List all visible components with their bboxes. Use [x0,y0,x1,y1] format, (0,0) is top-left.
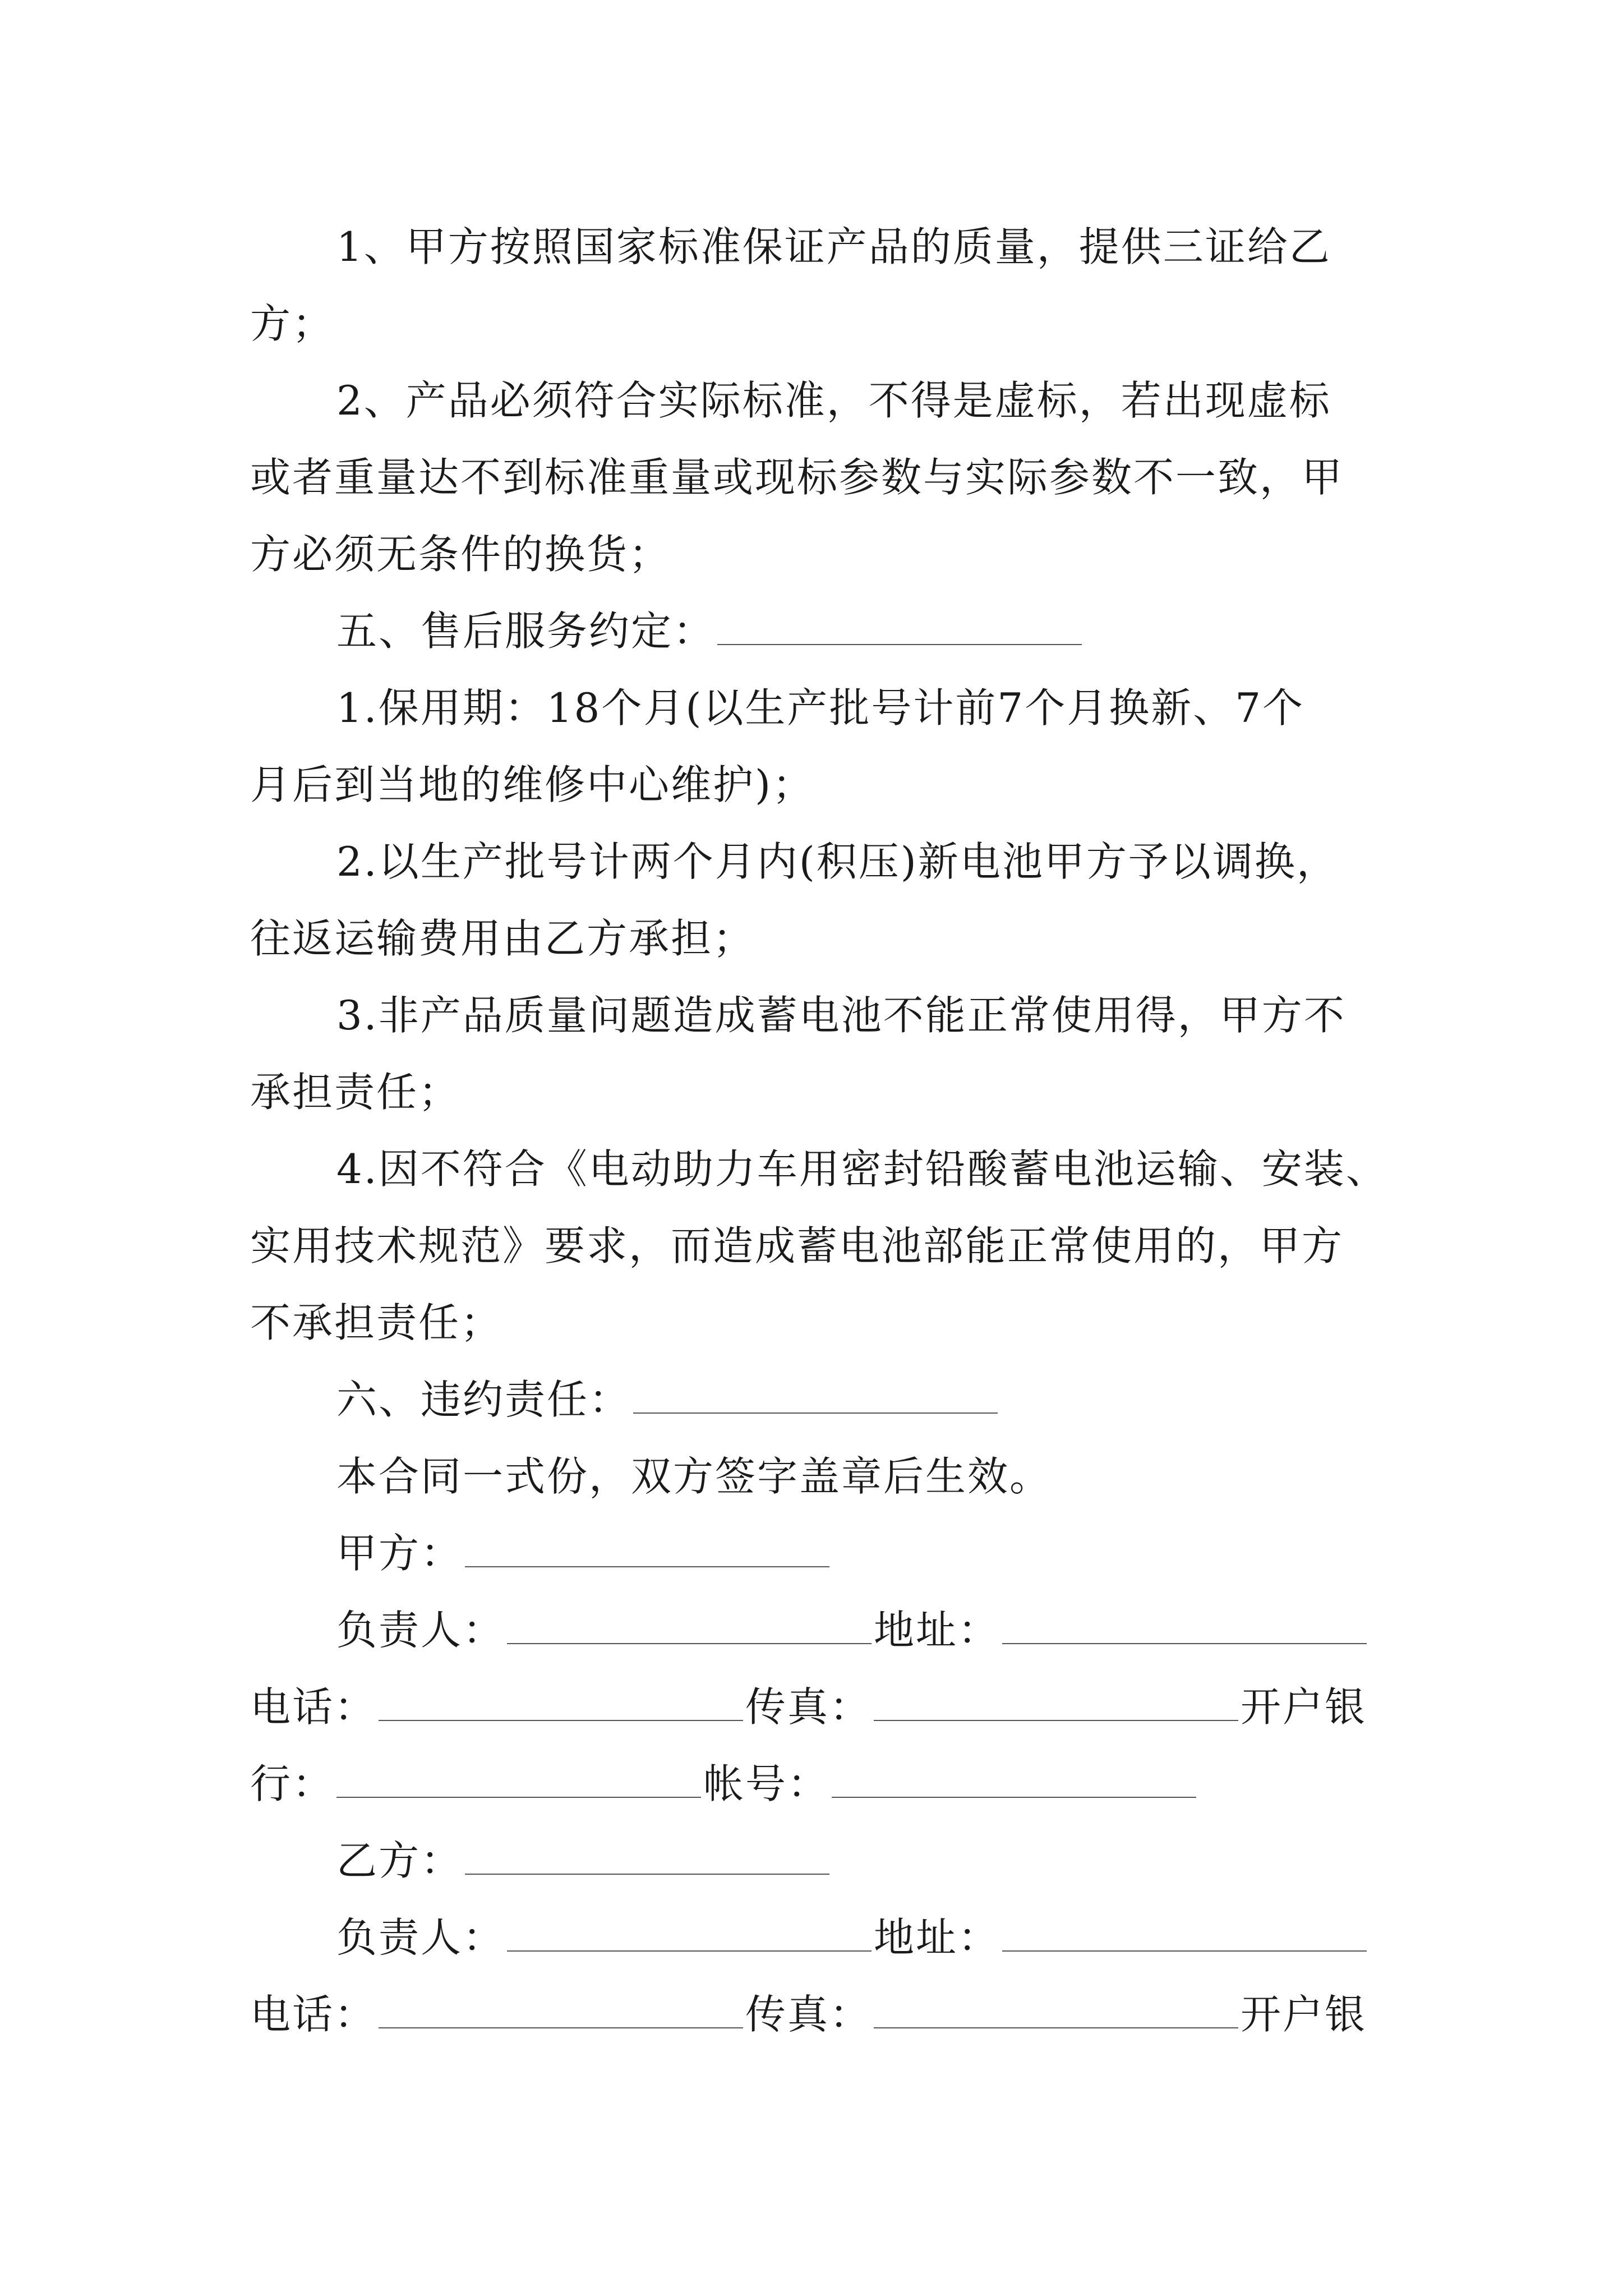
party-b-bank-label-1: 开户银 [1241,1991,1367,2038]
item-4-line-2: 实用技术规范》要求，而造成蓄电池部能正常使用的，甲方 [250,1222,1344,1269]
item-3-line-2: 承担责任； [250,1069,461,1116]
section-6-heading: 六、违约责任： [336,1376,631,1423]
section-6-blank[interactable] [633,1373,998,1414]
party-b-line [336,1830,832,1892]
item-3-line-1: 3.非产品质量问题造成蓄电池不能正常使用得，甲方不 [336,992,1346,1039]
party-b-label: 乙方： [336,1837,463,1884]
party-a-bank-line [250,1753,1198,1815]
party-a-line [336,1522,832,1584]
party-b-person-field[interactable] [507,1911,872,1952]
party-a-person-line [336,1599,1369,1661]
party-a-bank-field[interactable] [336,1757,701,1798]
item-2-line-1: 2.以生产批号计两个月内(积压)新电池甲方予以调换， [336,838,1339,885]
party-b-phone-label: 电话： [250,1991,377,2038]
party-b-phone-field[interactable] [379,1988,743,2028]
party-a-person-label: 负责人： [336,1607,505,1654]
party-a-person-field[interactable] [507,1604,872,1644]
party-a-phone-field[interactable] [379,1681,743,1721]
party-a-label: 甲方： [336,1530,463,1577]
party-a-phone-line [250,1676,1367,1738]
party-a-account-label: 帐号： [703,1760,830,1807]
section-6-heading-line [336,1369,1000,1430]
party-a-account-field[interactable] [832,1757,1196,1798]
section-5-heading: 五、售后服务约定： [336,608,716,655]
party-a-fax-label: 传真： [745,1683,872,1731]
item-1-line-1: 1.保用期：18个月(以生产批号计前7个月换新、7个 [336,684,1305,731]
item-2-line-2: 往返运输费用由乙方承担； [250,915,755,962]
party-b-name-field[interactable] [465,1834,829,1875]
clause-2-line-1: 2、产品必须符合实际标准，不得是虚标，若出现虚标 [336,377,1331,424]
party-a-name-field[interactable] [465,1527,829,1567]
party-a-bank-label-2: 行： [250,1760,335,1807]
item-4-line-1: 4.因不符合《电动助力车用密封铅酸蓄电池运输、安装、 [336,1145,1388,1193]
clause-2-line-2: 或者重量达不到标准重量或现标参数与实际参数不一致，甲 [250,454,1344,501]
party-a-phone-label: 电话： [250,1683,377,1731]
section-5-blank[interactable] [717,605,1082,645]
party-b-address-field[interactable] [1002,1911,1367,1952]
party-a-address-field[interactable] [1002,1604,1367,1644]
party-b-fax-field[interactable] [874,1988,1238,2028]
party-a-address-label: 地址： [874,1607,1000,1654]
party-b-person-label: 负责人： [336,1914,505,1961]
party-b-address-label: 地址： [874,1914,1000,1961]
party-b-person-line [336,1907,1369,1968]
party-a-fax-field[interactable] [874,1681,1238,1721]
clause-1-line-2: 方； [250,300,335,347]
clause-1-line-1: 1、甲方按照国家标准保证产品的质量，提供三证给乙 [336,223,1331,270]
party-b-phone-line [250,1984,1367,2045]
section-5-heading-line [336,600,1084,662]
party-a-bank-label-1: 开户银 [1241,1683,1367,1731]
clause-2-line-3: 方必须无条件的换货； [250,531,671,578]
effect-statement: 本合同一式份，双方签字盖章后生效。 [336,1453,1052,1500]
party-b-fax-label: 传真： [745,1991,872,2038]
item-1-line-2: 月后到当地的维修中心维护)； [250,761,815,808]
item-4-line-3: 不承担责任； [250,1299,503,1346]
